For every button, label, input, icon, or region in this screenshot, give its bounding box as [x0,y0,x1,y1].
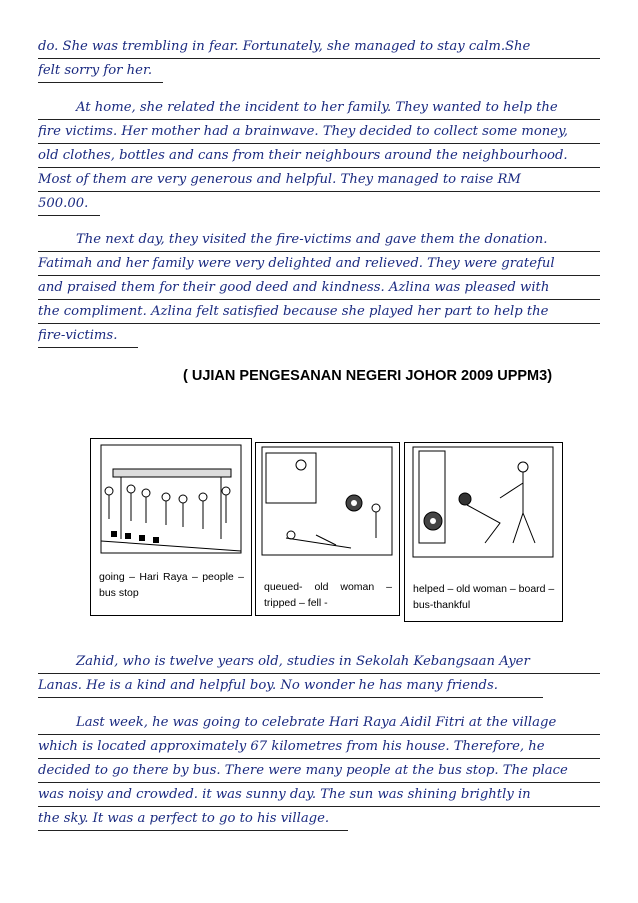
text-line: old clothes, bottles and cans from their neighbours around the neighbourhood. [38,144,600,168]
text-line: 500.00. [38,192,100,216]
text-line: fire victims. Her mother had a brainwave. They decided to collect some money, [38,120,600,144]
caption-2: queued- old woman – tripped – fell - [264,581,392,609]
text-line: the sky. It was a perfect to go to his village. [38,807,348,831]
text-line: and praised them for their good deed and kindness. Azlina was pleased with [38,276,600,300]
text-line: Fatimah and her family were very delighted and relieved. They were grateful [38,252,600,276]
text-line: felt sorry for her. [38,59,163,83]
paragraph-4 [38,650,600,698]
text-line: fire-victims. [38,324,138,348]
bus-fall-illustration [256,443,399,563]
text-line: the compliment. Azlina felt satisfied because she played her part to help the [38,300,600,324]
bus-stop-illustration [91,439,251,559]
text-line: do. She was trembling in fear. Fortunately, she managed to stay calm.She [38,35,600,59]
text-line: which is located approximately 67 kilometres from his house. Therefore, he [38,735,600,759]
exam-source-heading: ( UJIAN PENGESANAN NEGERI JOHOR 2009 UPPM3) [183,368,553,384]
text-line: Most of them are very generous and helpful. They managed to raise RM [38,168,600,192]
caption-1: going – Hari Raya – people – bus stop [99,571,244,599]
text-line: decided to go there by bus. There were many people at the bus stop. The place [38,759,600,783]
paragraph-1 [38,35,600,83]
text-line: was noisy and crowded. it was sunny day. The sun was shining brightly in [38,783,600,807]
helping-woman-illustration [405,443,562,568]
text-line: At home, she related the incident to her family. They wanted to help the [38,96,600,120]
text-line: Zahid, who is twelve years old, studies in Sekolah Kebangsaan Ayer [38,650,600,674]
caption-3: helped – old woman – board –bus-thankful [413,583,555,611]
text-line: The next day, they visited the fire-victims and gave them the donation. [38,228,600,252]
picture-panel-1 [90,438,252,616]
paragraph-5 [38,711,600,831]
text-line: Lanas. He is a kind and helpful boy. No wonder he has many friends. [38,674,543,698]
text-line: Last week, he was going to celebrate Hari Raya Aidil Fitri at the village [38,711,600,735]
picture-panel-3 [404,442,563,622]
paragraph-3 [38,228,600,348]
picture-panel-2 [255,442,400,616]
paragraph-2 [38,96,600,216]
